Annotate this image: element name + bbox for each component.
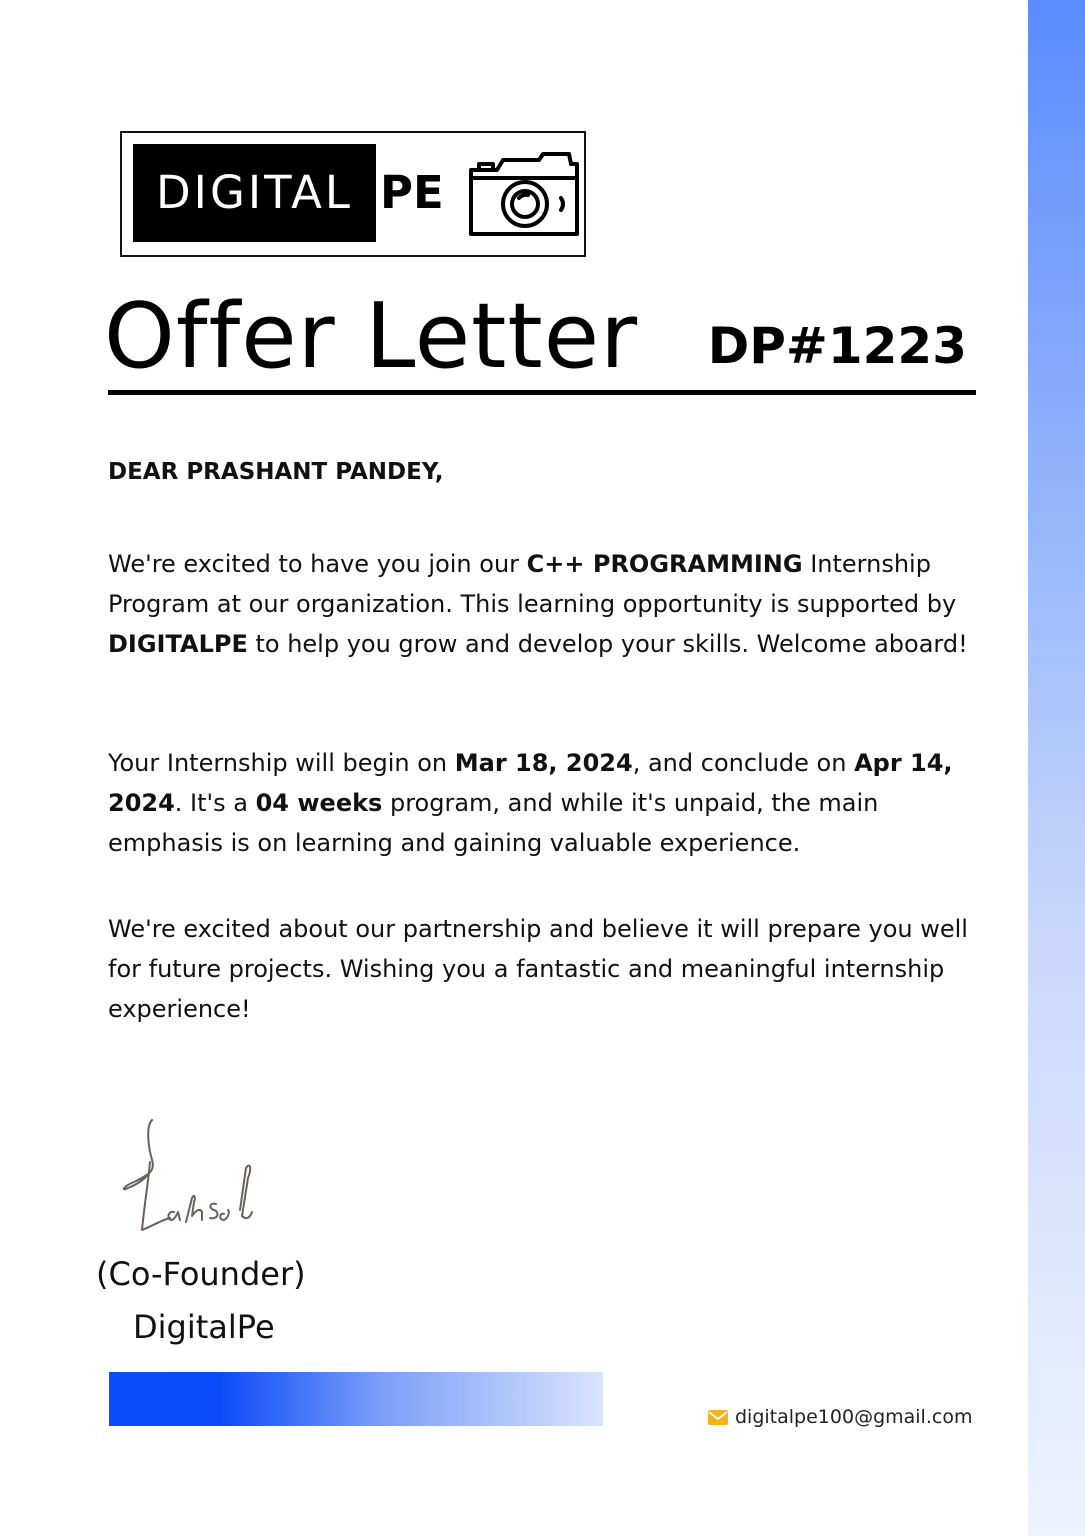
paragraph-text: , and conclude on bbox=[632, 749, 855, 777]
paragraph-dates bbox=[108, 743, 988, 863]
paragraph-text: Internship Program at our organization. This learning opportunity is supported by bbox=[108, 550, 957, 618]
reference-number: DP#1223 bbox=[707, 317, 967, 375]
paragraph-text: Your Internship will begin on bbox=[108, 749, 455, 777]
footer-gradient-bar bbox=[109, 1372, 603, 1426]
organization-name: DIGITALPE bbox=[108, 630, 248, 658]
mail-icon bbox=[708, 1410, 728, 1425]
side-gradient-band bbox=[1028, 0, 1085, 1536]
contact-email[interactable] bbox=[708, 1404, 972, 1430]
paragraph-text: to help you grow and develop your skills. Welcome aboard! bbox=[247, 630, 968, 658]
signatory-company: DigitalPe bbox=[133, 1308, 275, 1346]
logo-pe-text: PE bbox=[380, 166, 444, 219]
paragraph-text: We're excited to have you join our bbox=[108, 550, 527, 578]
salutation: DEAR PRASHANT PANDEY, bbox=[108, 459, 444, 485]
signature-image bbox=[112, 1112, 262, 1242]
logo-digital-text: DIGITAL bbox=[133, 144, 376, 242]
title-divider bbox=[108, 390, 976, 395]
email-address[interactable]: digitalpe100@gmail.com bbox=[735, 1406, 973, 1428]
paragraph-text: . It's a bbox=[174, 789, 256, 817]
company-logo bbox=[120, 131, 586, 257]
signatory-role: (Co-Founder) bbox=[96, 1255, 306, 1293]
start-date: Mar 18, 2024 bbox=[454, 749, 633, 777]
paragraph-closing: We're excited about our partnership and believe it will prepare you well for future projects. Wishing you a fantastic and meaningful internship experience! bbox=[108, 915, 968, 1023]
duration: 04 weeks bbox=[255, 789, 383, 817]
camera-icon bbox=[467, 148, 582, 240]
paragraph-welcome bbox=[108, 544, 988, 664]
paragraph-text: program, and while it's unpaid, the main emphasis is on learning and gaining valuable experience. bbox=[108, 789, 879, 857]
course-name: C++ PROGRAMMING bbox=[526, 550, 803, 578]
end-date: Apr 14, 2024 bbox=[108, 749, 953, 817]
page-title: Offer Letter bbox=[104, 284, 639, 389]
